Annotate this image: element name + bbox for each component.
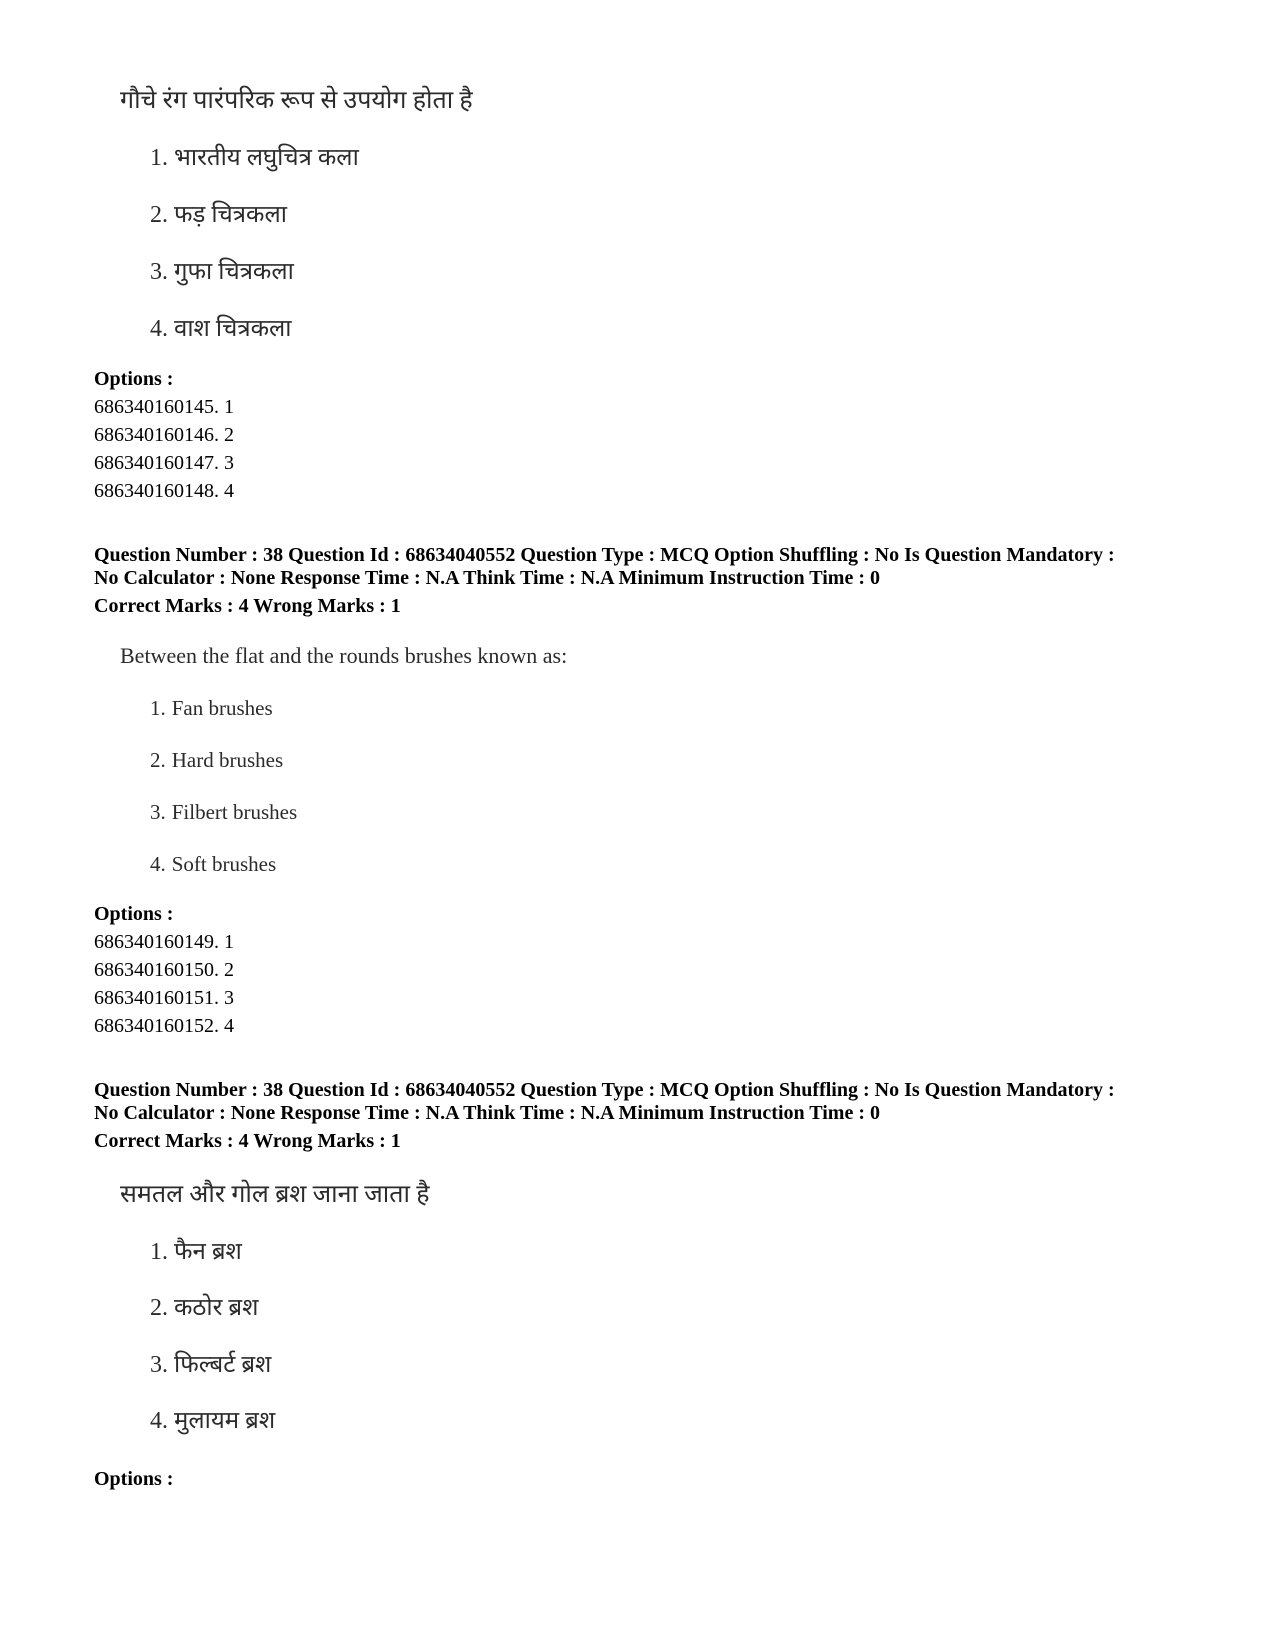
choice-1: 1. Fan brushes: [150, 696, 273, 720]
question-meta-line-1: Question Number : 38 Question Id : 68634040552 Question Type : MCQ Option Shuffling : No Is Question Mandatory :: [94, 1079, 1115, 1101]
choice-2: 2. कठोर ब्रश: [150, 1295, 259, 1321]
question-meta-line-1: Question Number : 38 Question Id : 68634040552 Question Type : MCQ Option Shuffling : No Is Question Mandatory :: [94, 544, 1115, 566]
choice-2: 2. फड़ चित्रकला: [150, 202, 287, 228]
option-id-4: 686340160152. 4: [94, 1015, 234, 1037]
question-text: Between the flat and the rounds brushes known as:: [120, 643, 568, 668]
question-marks: Correct Marks : 4 Wrong Marks : 1: [94, 1130, 401, 1152]
question-meta-line-2: No Calculator : None Response Time : N.A Think Time : N.A Minimum Instruction Time : 0: [94, 1102, 880, 1124]
options-label: Options :: [94, 1468, 174, 1490]
choice-3: 3. गुफा चित्रकला: [150, 259, 294, 285]
choice-4: 4. वाश चित्रकला: [150, 316, 292, 342]
question-meta-line-2: No Calculator : None Response Time : N.A Think Time : N.A Minimum Instruction Time : 0: [94, 567, 880, 589]
options-label: Options :: [94, 903, 174, 925]
option-id-3: 686340160147. 3: [94, 452, 234, 474]
options-label: Options :: [94, 368, 174, 390]
choice-1: 1. भारतीय लघुचित्र कला: [150, 145, 359, 171]
option-id-3: 686340160151. 3: [94, 987, 234, 1009]
option-id-1: 686340160145. 1: [94, 396, 234, 418]
option-id-1: 686340160149. 1: [94, 931, 234, 953]
choice-2: 2. Hard brushes: [150, 748, 284, 772]
question-text: गौचे रंग पारंपरिक रूप से उपयोग होता है: [120, 87, 473, 114]
choice-4: 4. मुलायम ब्रश: [150, 1408, 276, 1434]
option-id-4: 686340160148. 4: [94, 480, 234, 502]
choice-4: 4. Soft brushes: [150, 852, 277, 876]
option-id-2: 686340160146. 2: [94, 424, 234, 446]
choice-3: 3. फिल्बर्ट ब्रश: [150, 1352, 272, 1378]
question-marks: Correct Marks : 4 Wrong Marks : 1: [94, 595, 401, 617]
question-text: समतल और गोल ब्रश जाना जाता है: [120, 1181, 430, 1208]
choice-3: 3. Filbert brushes: [150, 800, 298, 824]
choice-1: 1. फैन ब्रश: [150, 1239, 242, 1265]
option-id-2: 686340160150. 2: [94, 959, 234, 981]
